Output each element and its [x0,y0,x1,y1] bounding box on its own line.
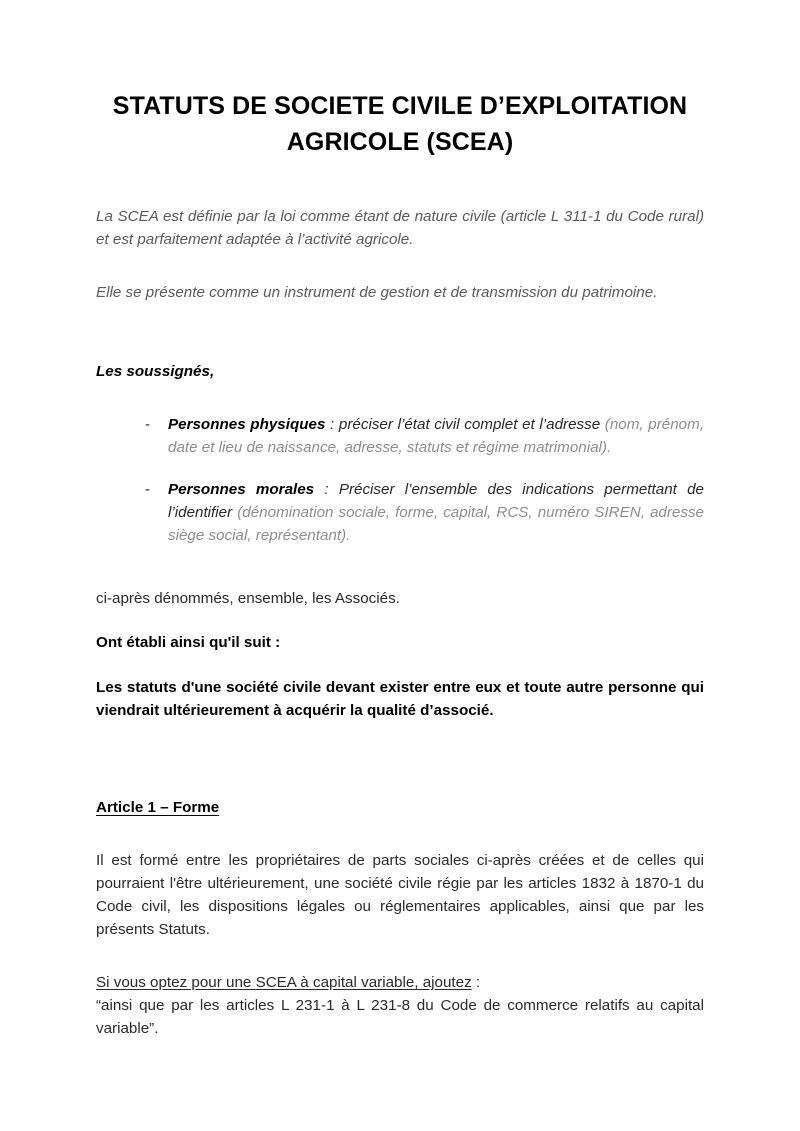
list-item [96,478,704,547]
option-note-underlined-text: Si vous optez pour une SCEA à capital variable, ajoutez [96,974,472,992]
page-title: STATUTS DE SOCIETE CIVILE D’EXPLOITATION AGRICOLE (SCEA) [112,92,688,157]
list-item-label: Personnes physiques [168,415,326,433]
spacer [96,819,704,849]
spacer [96,383,704,413]
spacer [96,655,704,676]
declaration-line: Ont établi ainsi qu'il suit : [96,634,281,652]
spacer [96,610,704,631]
spacer [96,161,704,205]
spacer [96,547,704,587]
article-1-option-note [96,971,704,994]
bullet-dash: - [145,481,151,499]
list-item-label: Personnes morales [168,481,315,499]
list-item-description: Préciser l’ensemble des indications permettant de l’identifier [168,481,704,522]
list-item [96,413,704,459]
spacer [96,304,704,360]
signatories-heading: Les soussignés, [96,362,215,380]
option-note-suffix: : [471,974,481,992]
statement-paragraph: Les statuts d'une société civile devant exister entre eux et toute autre personne qui viendrait ultérieurement à acquérir la qualité d’associé. [96,678,704,719]
spacer [96,251,704,281]
list-item-description: préciser l’état civil complet et l’adresse [338,415,605,433]
article-1-body: Il est formé entre les propriétaires de parts sociales ci-après créées et de celles qui pourraient l'être ultérieurement, une société civile régie par les articles 1832 à 1870-1 du Code civil, les dispositions légales ou réglementaires applicables, ainsi que par les présents Statuts. [96,851,704,939]
spacer [96,941,704,971]
spacer [96,722,704,796]
bullet-dash: - [145,415,151,433]
article-1-option-quote: “ainsi que par les articles L 231-1 à L 231-8 du Code de commerce relatifs au capital variable”. [96,997,704,1038]
intro-paragraph-2: Elle se présente comme un instrument de gestion et de transmission du patrimoine. [96,283,658,301]
list-item-detail: (nom, prénom, date et lieu de naissance, adresse, statuts et régime matrimonial). [168,415,704,456]
list-item-separator: : [314,481,339,499]
signatories-list [96,413,704,547]
list-item-detail: (dénomination sociale, forme, capital, RCS, numéro SIREN, adresse siège social, représentant). [168,504,705,545]
signatories-closing: ci-après dénommés, ensemble, les Associés. [96,590,400,608]
list-item-separator: : [325,415,339,433]
intro-paragraph-1: La SCEA est définie par la loi comme étant de nature civile (article L 311-1 du Code rural) et est parfaitement adaptée à l’activité agricole. [96,207,704,248]
article-1-heading: Article 1 – Forme [96,798,220,816]
